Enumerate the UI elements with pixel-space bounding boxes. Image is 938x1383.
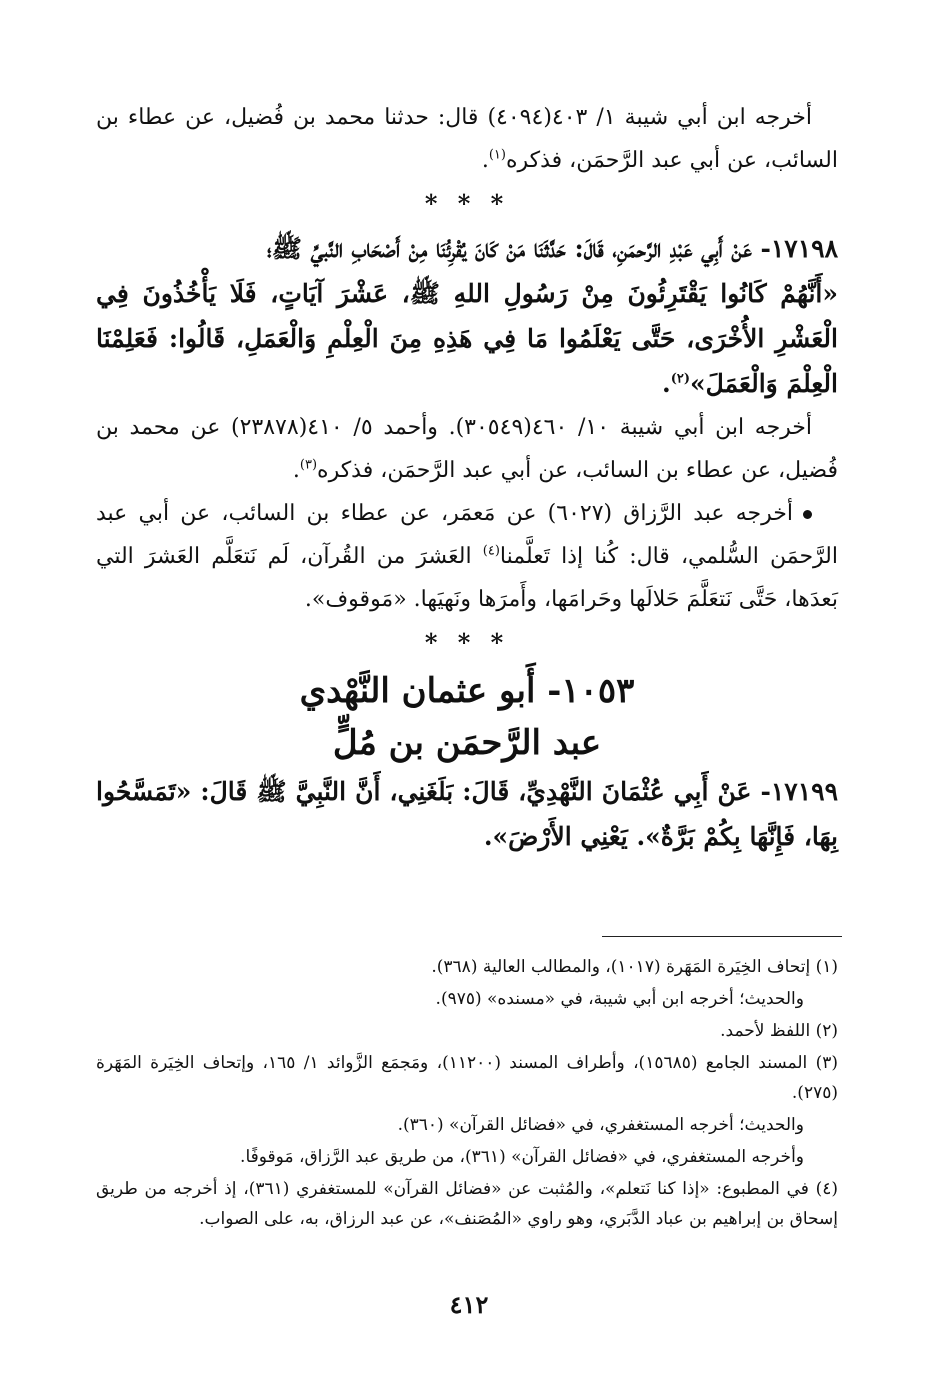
hadith-17198-matn xyxy=(96,271,838,406)
footnote-divider xyxy=(602,936,842,937)
chapter-subheading: عبد الرَّحمَن بن مُلٍّ xyxy=(332,723,602,763)
paragraph-end: . xyxy=(292,458,300,483)
footnote-item: (٣) المسند الجامع (١٥٦٨٥)، وأطراف المسند (١١٢٠٠)، ومَجمَع الزَّوائد ١/ ١٦٥، وإتحاف الخِيَرة المَهَرة (٢٧٥). xyxy=(96,1053,838,1103)
hadith-quote: «أَنَّهُمْ كَانُوا يَقْتَرِئُونَ مِنْ رَسُولِ اللهِ ﷺ، عَشْرَ آيَاتٍ، فَلَا يَأْخُذُونَ فِي الْعَشْرِ الأُخْرَى، حَتَّى يَعْلَمُوا مَا فِي هَذِهِ مِنَ الْعِلْمِ وَالْعَمَلِ، قَالُوا: فَعَلِمْنَا الْعِلْمَ وَالْعَمَلَ» xyxy=(96,279,838,398)
paragraph-text: أخرجه ابن أبي شيبة ١٠/ ٤٦٠(٣٠٥٤٩). وأحمد ٥/ ٤١٠(٢٣٨٧٨) عن محمد بن فُضيل، عن عطاء بن السائب، عن أبي عبد الرَّحمَن، فذكره xyxy=(96,415,838,483)
footnote-item: وأخرجه المستغفري، في «فضائل القرآن» (٣٦١)، من طريق عبد الرَّزاق، مَوقوفًا. xyxy=(240,1147,804,1167)
hadith-17198 xyxy=(96,226,838,271)
paragraph-text: أخرجه ابن أبي شيبة ١/ ٤٠٣(٤٠٩٤) قال: حدثنا محمد بن فُضيل، عن عطاء بن السائب، عن أبي عبد الرَّحمَن، فذكره xyxy=(96,105,838,173)
section-separator: * * * xyxy=(424,189,510,218)
footnote-ref[interactable]: (٢) xyxy=(670,371,691,387)
main-text xyxy=(96,96,838,859)
paragraph-takhrij-2 xyxy=(96,406,838,492)
paragraph-end: . xyxy=(662,369,671,398)
paragraph-takhrij-1 xyxy=(96,96,838,182)
hadith-number: ١٧١٩٩- xyxy=(760,777,838,806)
hadith-number: ١٧١٩٨- xyxy=(760,234,838,263)
footnote-ref[interactable]: (٣) xyxy=(299,457,318,473)
footnote-ref[interactable]: (١) xyxy=(488,147,506,163)
section-separator: * * * xyxy=(424,628,510,657)
footnote-item: (١) إتحاف الخِيَرة المَهَرة (١٠١٧)، والمطالب العالية (٣٦٨). xyxy=(431,957,838,977)
paragraph-text: أخرجه عبد الرَّزاق (٦٠٢٧) عن مَعمَر، عن عطاء بن السائب، عن أبي عبد الرَّحمَن السُّلمي، قال: كُنا إذا تَعلَّمنا xyxy=(96,501,838,569)
footnote-ref[interactable]: (٤) xyxy=(482,543,500,559)
page-number: ٤١٢ xyxy=(449,1290,489,1319)
hadith-isnad: عَنْ أَبِي عَبْدِ الرَّحمَنِ، قَالَ: حَدَّثَنَا مَنْ كَانَ يُقْرِئُنَا مِنْ أَصْحَابِ النَّبيِّ ﷺ؛ xyxy=(266,234,761,263)
paragraph-end: . xyxy=(481,148,489,173)
hadith-17199 xyxy=(96,769,838,859)
footnote-item: (٤) في المطبوع: «إذا كنا نَتعلم»، والمُثبت عن «فضائل القرآن» للمستغفري (٣٦١)، إذ أخرجه من طريق إسحاق بن إبراهيم بن عباد الدَّبَري، وهو راوي «المُصَنف»، عن عبد الرزاق، به، على الصواب. xyxy=(96,1179,838,1229)
bullet-icon xyxy=(803,510,812,519)
hadith-text: عَنْ أَبِي عُثْمَانَ النَّهْدِيِّ، قَالَ: بَلَغَنِي، أَنَّ النَّبِيَّ ﷺ قَالَ: «تَمَسَّحُوا بِهَا، فَإِنَّهَا بِكُمْ بَرَّةٌ». يَعْنِي الأَرْضَ». xyxy=(96,777,838,851)
paragraph-takhrij-3 xyxy=(96,492,838,621)
footnote-item: (٢) اللفظ لأحمد. xyxy=(720,1021,838,1041)
paragraph-text-rest: العَشرَ من القُرآن، لَم نَتعَلَّم العَشرَ التي بَعدَها، حَتَّى نَتعَلَّمَ حَلالَها وحَرامَها، وأَمرَها ونَهيَها. «مَوقوف». xyxy=(96,544,838,612)
chapter-heading: ١٠٥٣- أَبو عثمان النَّهْدي xyxy=(299,671,635,711)
footnote-item: والحديث؛ أخرجه ابن أبي شيبة، في «مسنده» (٩٧٥). xyxy=(435,989,804,1009)
footnotes xyxy=(96,952,838,1236)
footnote-item: والحديث؛ أخرجه المستغفري، في «فضائل القرآن» (٣٦٠). xyxy=(397,1115,804,1135)
